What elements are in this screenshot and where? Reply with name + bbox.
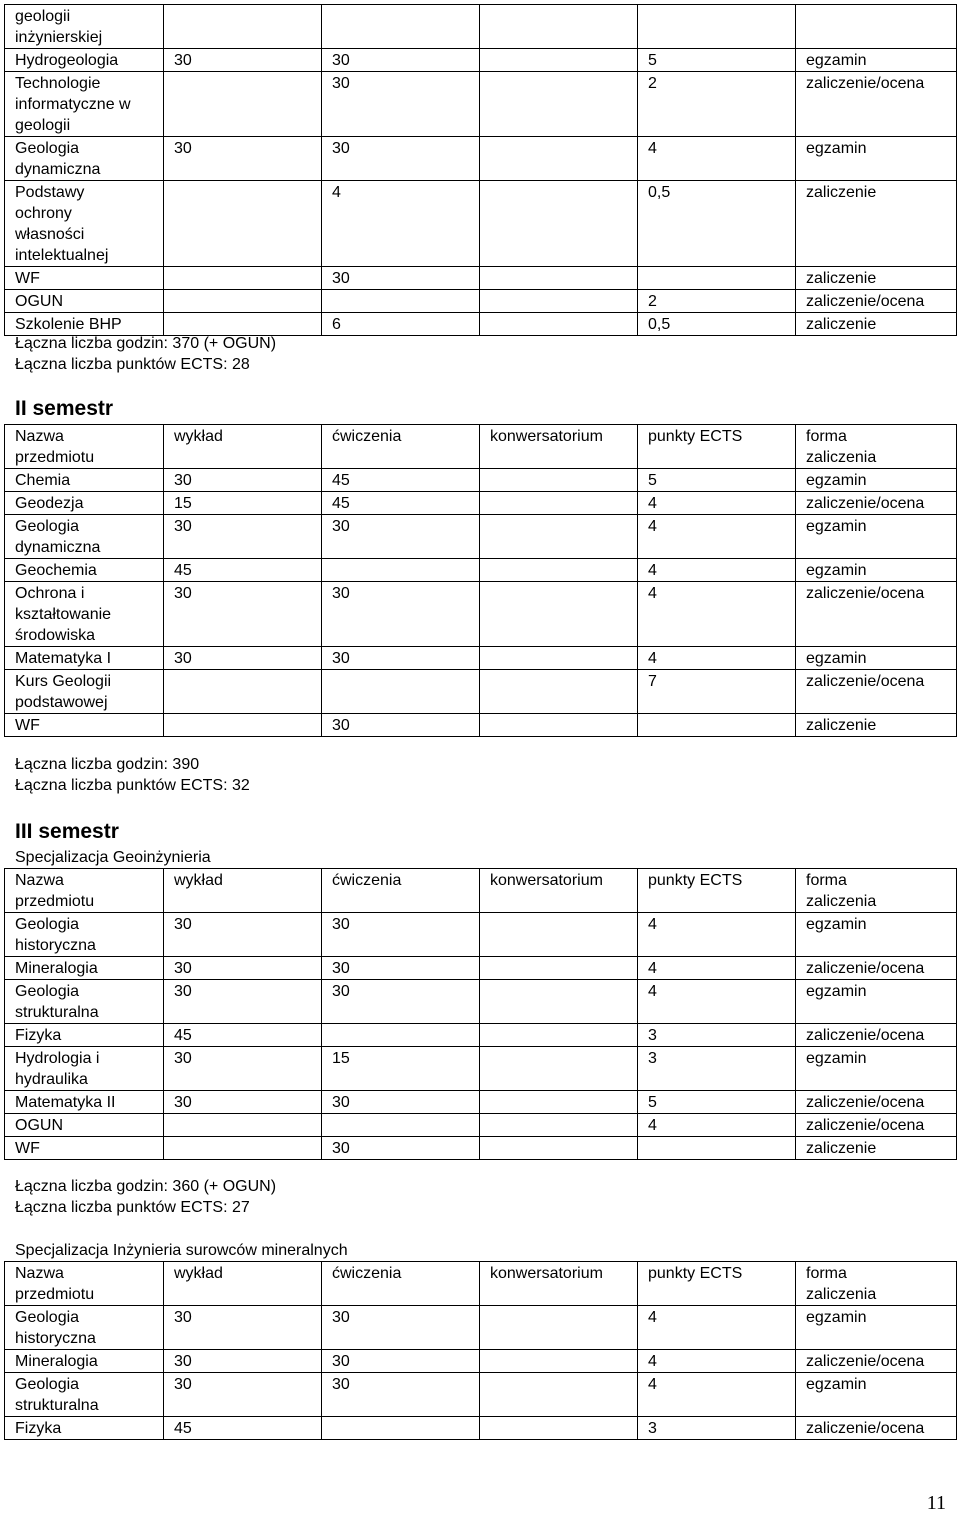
cell-col-1: Geologia historyczna — [5, 913, 164, 957]
cell-col-5: 3 — [638, 1047, 796, 1091]
cell-col-6: zaliczenie/ocena — [796, 582, 957, 647]
cell-col-1: Geologia strukturalna — [5, 980, 164, 1024]
course-row — [5, 181, 957, 267]
cell-col-1: OGUN — [5, 290, 164, 313]
cell-col-6: zaliczenie/ocena — [796, 1024, 957, 1047]
cell-col-2: wykład — [164, 425, 322, 469]
cell-col-6: zaliczenie/ocena — [796, 72, 957, 137]
cell-col-3 — [322, 290, 480, 313]
cell-col-1: Szkolenie BHP — [5, 313, 164, 336]
s1-total-ects: Łączna liczba punktów ECTS: 28 — [15, 356, 250, 373]
cell-col-6: zaliczenie/ocena — [796, 670, 957, 714]
header-row — [5, 1262, 957, 1306]
cell-col-1: Geodezja — [5, 492, 164, 515]
cell-col-1: Geologia historyczna — [5, 1306, 164, 1350]
cell-col-5: 4 — [638, 980, 796, 1024]
cell-col-6: egzamin — [796, 980, 957, 1024]
cell-col-5: 4 — [638, 1114, 796, 1137]
semester-3-heading: III semestr — [15, 820, 119, 843]
cell-col-5 — [638, 714, 796, 737]
cell-col-2: 30 — [164, 582, 322, 647]
cell-col-6: egzamin — [796, 1373, 957, 1417]
cell-col-5: 4 — [638, 559, 796, 582]
course-row — [5, 72, 957, 137]
cell-col-4: konwersatorium — [480, 425, 638, 469]
cell-col-3 — [322, 670, 480, 714]
cell-col-1: Nazwa przedmiotu — [5, 425, 164, 469]
cell-col-4 — [480, 647, 638, 670]
course-row — [5, 1417, 957, 1440]
cell-col-6: zaliczenie — [796, 714, 957, 737]
cell-col-6: zaliczenie/ocena — [796, 492, 957, 515]
cell-col-3: 45 — [322, 469, 480, 492]
cell-col-3: 30 — [322, 913, 480, 957]
cell-col-5: 4 — [638, 1373, 796, 1417]
course-row — [5, 714, 957, 737]
s3-total-ects: Łączna liczba punktów ECTS: 27 — [15, 1199, 250, 1216]
cell-col-4 — [480, 181, 638, 267]
cell-col-6: zaliczenie/ocena — [796, 1091, 957, 1114]
cell-col-3: 30 — [322, 980, 480, 1024]
page-number: 11 — [926, 1492, 946, 1514]
cell-col-2: 30 — [164, 913, 322, 957]
cell-col-4 — [480, 582, 638, 647]
cell-col-4: konwersatorium — [480, 1262, 638, 1306]
cell-col-6: forma zaliczenia — [796, 869, 957, 913]
specialization-geoengineering: Specjalizacja Geoinżynieria — [15, 849, 211, 866]
cell-col-6: egzamin — [796, 49, 957, 72]
cell-col-2: 30 — [164, 1373, 322, 1417]
cell-col-1: Kurs Geologii podstawowej — [5, 670, 164, 714]
cell-col-4 — [480, 313, 638, 336]
cell-col-3: 6 — [322, 313, 480, 336]
cell-col-1: Matematyka II — [5, 1091, 164, 1114]
cell-col-5: 4 — [638, 492, 796, 515]
cell-col-1: Matematyka I — [5, 647, 164, 670]
course-row — [5, 137, 957, 181]
cell-col-4 — [480, 957, 638, 980]
cell-col-6: forma zaliczenia — [796, 1262, 957, 1306]
cell-col-3 — [322, 5, 480, 49]
cell-col-4 — [480, 72, 638, 137]
cell-col-5: 4 — [638, 913, 796, 957]
cell-col-5: 4 — [638, 957, 796, 980]
cell-col-5: 3 — [638, 1417, 796, 1440]
semester-2-heading: II semestr — [15, 397, 114, 420]
cell-col-3 — [322, 559, 480, 582]
cell-col-4 — [480, 1024, 638, 1047]
cell-col-1: WF — [5, 1137, 164, 1160]
s2-total-hours: Łączna liczba godzin: 390 — [15, 756, 200, 773]
cell-col-5 — [638, 267, 796, 290]
cell-col-3: 30 — [322, 137, 480, 181]
cell-col-5: 0,5 — [638, 181, 796, 267]
cell-col-5: 5 — [638, 49, 796, 72]
course-row — [5, 1306, 957, 1350]
cell-col-6: zaliczenie — [796, 181, 957, 267]
cell-col-3: 30 — [322, 1091, 480, 1114]
course-row — [5, 559, 957, 582]
cell-col-4 — [480, 1137, 638, 1160]
cell-col-3: 30 — [322, 49, 480, 72]
course-row — [5, 1024, 957, 1047]
s3-total-hours: Łączna liczba godzin: 360 (+ OGUN) — [15, 1178, 277, 1195]
course-row — [5, 1350, 957, 1373]
cell-col-3: 30 — [322, 647, 480, 670]
cell-col-5: 4 — [638, 582, 796, 647]
semester-3-geoengineering-table-container — [4, 868, 956, 1160]
cell-col-1: Fizyka — [5, 1417, 164, 1440]
cell-col-2: 30 — [164, 980, 322, 1024]
cell-col-4 — [480, 1350, 638, 1373]
cell-col-4 — [480, 492, 638, 515]
cell-col-3: 45 — [322, 492, 480, 515]
semester-1-table — [4, 4, 957, 336]
semester-1-table-container — [4, 4, 956, 336]
cell-col-2: 30 — [164, 515, 322, 559]
course-row — [5, 49, 957, 72]
cell-col-1: Geochemia — [5, 559, 164, 582]
cell-col-3: 30 — [322, 1306, 480, 1350]
course-row — [5, 957, 957, 980]
cell-col-5: 4 — [638, 137, 796, 181]
course-row — [5, 1373, 957, 1417]
semester-3-mineral-table-container — [4, 1261, 956, 1440]
cell-col-1: Geologia dynamiczna — [5, 137, 164, 181]
cell-col-3 — [322, 1417, 480, 1440]
cell-col-3: ćwiczenia — [322, 425, 480, 469]
cell-col-3: 30 — [322, 1373, 480, 1417]
cell-col-6: zaliczenie — [796, 313, 957, 336]
course-row — [5, 980, 957, 1024]
cell-col-3 — [322, 1024, 480, 1047]
cell-col-1: Mineralogia — [5, 957, 164, 980]
cell-col-4 — [480, 913, 638, 957]
cell-col-5: 0,5 — [638, 313, 796, 336]
cell-col-1: WF — [5, 267, 164, 290]
cell-col-2: 45 — [164, 1417, 322, 1440]
cell-col-1: Nazwa przedmiotu — [5, 1262, 164, 1306]
course-row — [5, 1114, 957, 1137]
cell-col-5: 3 — [638, 1024, 796, 1047]
cell-col-4 — [480, 1417, 638, 1440]
cell-col-6: zaliczenie — [796, 1137, 957, 1160]
semester-2-table — [4, 424, 957, 737]
cell-col-5: 4 — [638, 1306, 796, 1350]
cell-col-6: egzamin — [796, 1047, 957, 1091]
cell-col-1: Geologia strukturalna — [5, 1373, 164, 1417]
cell-col-3 — [322, 1114, 480, 1137]
course-row — [5, 1091, 957, 1114]
cell-col-2 — [164, 1137, 322, 1160]
cell-col-4 — [480, 469, 638, 492]
cell-col-1: WF — [5, 714, 164, 737]
cell-col-2: 30 — [164, 1350, 322, 1373]
cell-col-1: Technologie informatyczne w geologii — [5, 72, 164, 137]
cell-col-6: zaliczenie/ocena — [796, 290, 957, 313]
cell-col-3: 15 — [322, 1047, 480, 1091]
cell-col-6: zaliczenie/ocena — [796, 957, 957, 980]
cell-col-2 — [164, 72, 322, 137]
cell-col-2: 30 — [164, 1091, 322, 1114]
cell-col-3: 30 — [322, 582, 480, 647]
cell-col-2 — [164, 670, 322, 714]
cell-col-2 — [164, 5, 322, 49]
cell-col-2: 30 — [164, 1047, 322, 1091]
cell-col-2: wykład — [164, 1262, 322, 1306]
course-row — [5, 492, 957, 515]
cell-col-5 — [638, 5, 796, 49]
cell-col-4: konwersatorium — [480, 869, 638, 913]
cell-col-4 — [480, 515, 638, 559]
cell-col-4 — [480, 1114, 638, 1137]
cell-col-4 — [480, 49, 638, 72]
cell-col-2: 15 — [164, 492, 322, 515]
cell-col-3: 30 — [322, 267, 480, 290]
semester-3-geoengineering-table — [4, 868, 957, 1160]
cell-col-2 — [164, 181, 322, 267]
cell-col-1: Hydrogeologia — [5, 49, 164, 72]
course-row — [5, 267, 957, 290]
s1-total-hours: Łączna liczba godzin: 370 (+ OGUN) — [15, 335, 277, 352]
cell-col-4 — [480, 559, 638, 582]
cell-col-6: egzamin — [796, 647, 957, 670]
cell-col-5: 2 — [638, 72, 796, 137]
cell-col-3: 30 — [322, 72, 480, 137]
cell-col-1: Ochrona i kształtowanie środowiska — [5, 582, 164, 647]
cell-col-5: punkty ECTS — [638, 869, 796, 913]
cell-col-6: zaliczenie/ocena — [796, 1114, 957, 1137]
cell-col-4 — [480, 1091, 638, 1114]
cell-col-4 — [480, 714, 638, 737]
cell-col-1: Hydrologia i hydraulika — [5, 1047, 164, 1091]
cell-col-3: ćwiczenia — [322, 1262, 480, 1306]
cell-col-1: Nazwa przedmiotu — [5, 869, 164, 913]
course-row — [5, 515, 957, 559]
cell-col-6: egzamin — [796, 469, 957, 492]
cell-col-5: 4 — [638, 1350, 796, 1373]
specialization-mineral-resources: Specjalizacja Inżynieria surowców mineralnych — [15, 1242, 348, 1259]
cell-col-5 — [638, 1137, 796, 1160]
course-row — [5, 582, 957, 647]
cell-col-6: egzamin — [796, 1306, 957, 1350]
semester-2-table-container — [4, 424, 956, 737]
cell-col-2 — [164, 290, 322, 313]
cell-col-6: zaliczenie/ocena — [796, 1350, 957, 1373]
cell-col-5: punkty ECTS — [638, 425, 796, 469]
cell-col-6: zaliczenie — [796, 267, 957, 290]
cell-col-5: 2 — [638, 290, 796, 313]
cell-col-3: 30 — [322, 1137, 480, 1160]
course-row — [5, 290, 957, 313]
cell-col-6: egzamin — [796, 559, 957, 582]
cell-col-4 — [480, 137, 638, 181]
cell-col-3: 30 — [322, 1350, 480, 1373]
cell-col-5: 5 — [638, 1091, 796, 1114]
cell-col-4 — [480, 1306, 638, 1350]
cell-col-4 — [480, 1047, 638, 1091]
cell-col-1: Fizyka — [5, 1024, 164, 1047]
semester-3-mineral-table — [4, 1261, 957, 1440]
cell-col-5: 4 — [638, 515, 796, 559]
cell-col-4 — [480, 1373, 638, 1417]
cell-col-1: Chemia — [5, 469, 164, 492]
cell-col-6: forma zaliczenia — [796, 425, 957, 469]
cell-col-6: egzamin — [796, 913, 957, 957]
cell-col-5: 7 — [638, 670, 796, 714]
cell-col-2: 30 — [164, 1306, 322, 1350]
cell-col-3: 30 — [322, 515, 480, 559]
cell-col-4 — [480, 290, 638, 313]
cell-col-1: Podstawy ochrony własności intelektualnej — [5, 181, 164, 267]
cell-col-6: egzamin — [796, 515, 957, 559]
cell-col-2: 30 — [164, 957, 322, 980]
cell-col-1: Geologia dynamiczna — [5, 515, 164, 559]
course-row — [5, 913, 957, 957]
cell-col-2 — [164, 714, 322, 737]
cell-col-2: wykład — [164, 869, 322, 913]
cell-col-2: 45 — [164, 1024, 322, 1047]
cell-col-6: egzamin — [796, 137, 957, 181]
cell-col-2: 45 — [164, 559, 322, 582]
cell-col-3: 30 — [322, 714, 480, 737]
cell-col-1: Mineralogia — [5, 1350, 164, 1373]
cell-col-2 — [164, 267, 322, 290]
cell-col-5: 5 — [638, 469, 796, 492]
course-row — [5, 1137, 957, 1160]
header-row — [5, 869, 957, 913]
cell-col-6 — [796, 5, 957, 49]
cell-col-3: 30 — [322, 957, 480, 980]
cell-col-2 — [164, 1114, 322, 1137]
cell-col-3: ćwiczenia — [322, 869, 480, 913]
cell-col-1: geologii inżynierskiej — [5, 5, 164, 49]
cell-col-2: 30 — [164, 647, 322, 670]
course-row — [5, 1047, 957, 1091]
s2-total-ects: Łączna liczba punktów ECTS: 32 — [15, 777, 250, 794]
cell-col-5: 4 — [638, 647, 796, 670]
cell-col-2: 30 — [164, 49, 322, 72]
header-row — [5, 425, 957, 469]
course-row — [5, 5, 957, 49]
cell-col-2: 30 — [164, 469, 322, 492]
course-row — [5, 647, 957, 670]
cell-col-2: 30 — [164, 137, 322, 181]
cell-col-4 — [480, 980, 638, 1024]
cell-col-4 — [480, 267, 638, 290]
cell-col-4 — [480, 5, 638, 49]
cell-col-1: OGUN — [5, 1114, 164, 1137]
cell-col-6: zaliczenie/ocena — [796, 1417, 957, 1440]
cell-col-4 — [480, 670, 638, 714]
course-row — [5, 469, 957, 492]
cell-col-3: 4 — [322, 181, 480, 267]
course-row — [5, 670, 957, 714]
cell-col-5: punkty ECTS — [638, 1262, 796, 1306]
